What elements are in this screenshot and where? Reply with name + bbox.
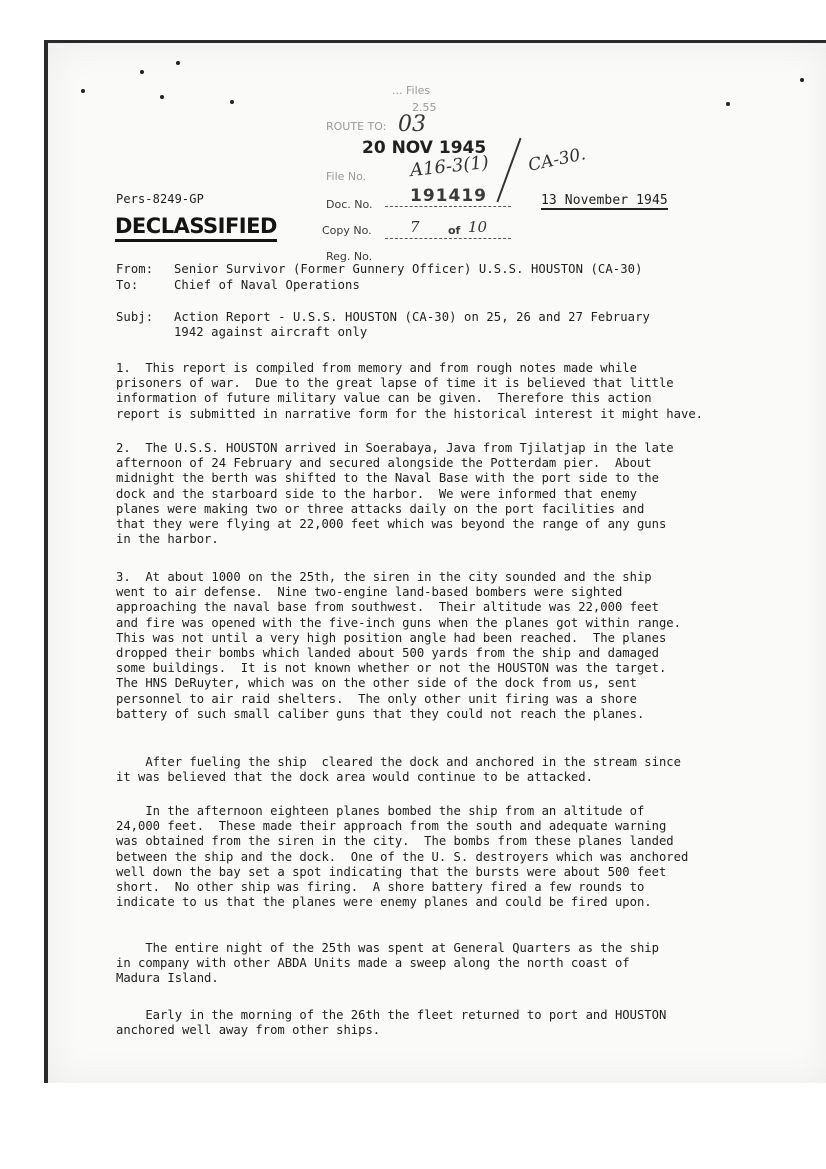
pers-code: Pers-8249-GP	[116, 192, 204, 206]
paragraph-1	[116, 361, 776, 422]
text-line: was obtained from the siren in the city. The bombs from these planes landed	[116, 834, 674, 849]
scan-speck	[140, 70, 144, 74]
date-received-stamp: 20 NOV 1945	[362, 138, 487, 158]
declassified-stamp: DECLASSIFIED	[115, 214, 277, 242]
text-line: anchored well away from other ships.	[116, 1023, 381, 1038]
text-line: In the afternoon eighteen planes bombed the ship from an altitude of	[116, 804, 645, 818]
text-line: 1. This report is compiled from memory and from rough notes made while	[116, 361, 637, 375]
text-line: report is submitted in narrative form for the historical interest it might have.	[116, 406, 703, 421]
text-line: 2. The U.S.S. HOUSTON arrived in Soerabaya, Java from Tjilatjap in the late	[116, 441, 674, 455]
text-line: The HNS DeRuyter, which was on the other side of the dock from us, sent	[116, 676, 637, 691]
subject-line-2: 1942 against aircraft only	[174, 325, 368, 339]
scan-speck	[800, 78, 804, 82]
copy-of: of	[448, 224, 461, 237]
paragraph-7	[116, 1008, 776, 1038]
text-line: Madura Island.	[116, 971, 219, 986]
subject-line-1: Action Report - U.S.S. HOUSTON (CA-30) on 25, 26 and 27 February	[174, 310, 650, 324]
text-line: midnight the berth was shifted to the Naval Base with the port side to the	[116, 471, 659, 486]
scan-speck	[726, 102, 730, 106]
copy-number: 7	[410, 218, 420, 236]
route-to-label: ROUTE TO:	[326, 120, 387, 133]
routing-faint-header: ... Files	[392, 84, 431, 97]
text-line: it was believed that the dock area would continue to be attacked.	[116, 770, 593, 785]
text-line: some buildings. It is not known whether or not the HOUSTON was the target.	[116, 661, 667, 676]
text-line: that they were flying at 22,000 feet which was beyond the range of any guns	[116, 517, 667, 532]
paragraph-2	[116, 441, 776, 547]
copy-label: Copy No.	[322, 224, 372, 237]
text-line: information of future military value can be given. Therefore this action	[116, 391, 652, 406]
paragraph-5	[116, 804, 776, 910]
scan-speck	[160, 95, 164, 99]
subject-label: Subj:	[116, 310, 154, 324]
to-label: To:	[116, 278, 139, 292]
copy-total: 10	[468, 218, 488, 236]
text-line: dropped their bombs which landed about 500 yards from the ship and damaged	[116, 646, 659, 661]
text-line: between the ship and the dock. One of the U. S. destroyers which was anchored	[116, 849, 689, 864]
text-line: went to air defense. Nine two-engine land-based bombers were sighted	[116, 585, 623, 600]
text-line: battery of such small caliber guns that they could not reach the planes.	[116, 706, 645, 721]
paragraph-6	[116, 941, 776, 987]
text-line: The entire night of the 25th was spent at General Quarters as the ship	[116, 941, 659, 955]
document-date: 13 November 1945	[541, 193, 668, 208]
text-line: This was not until a very high position angle had been reached. The planes	[116, 630, 667, 645]
text-line: personnel to air raid shelters. The only other unit firing was a shore	[116, 691, 637, 706]
text-line: well down the bay set a spot indicating that the bursts were about 500 feet	[116, 864, 667, 879]
copy-underline	[385, 238, 511, 239]
from-label: From:	[116, 262, 154, 276]
doc-number-underline	[385, 206, 511, 207]
text-line: prisoners of war. Due to the great lapse of time it is believed that little	[116, 376, 674, 391]
ca-hand-note: CA-30.	[526, 144, 588, 176]
scan-speck	[176, 61, 180, 65]
text-line: and fire was opened with the five-inch guns when the planes got within range.	[116, 615, 681, 630]
text-line: afternoon of 24 February and secured alongside the Potterdam pier. About	[116, 456, 652, 471]
text-line: dock and the starboard side to the harbor. We were informed that enemy	[116, 486, 637, 501]
to-value: Chief of Naval Operations	[174, 278, 360, 292]
reg-number-label: Reg. No.	[326, 250, 373, 263]
file-label: File No.	[326, 170, 367, 183]
file-code: A16-3(1)	[409, 151, 490, 182]
text-line: in company with other ABDA Units made a sweep along the north coast of	[116, 956, 630, 971]
text-line: 24,000 feet. These made their approach from the south and adequate warning	[116, 819, 667, 834]
from-value: Senior Survivor (Former Gunnery Officer) U.S.S. HOUSTON (CA-30)	[174, 262, 643, 276]
text-line: planes were making two or three attacks daily on the port facilities and	[116, 501, 645, 516]
text-line: short. No other ship was firing. A shore battery fired a few rounds to	[116, 880, 645, 895]
scan-speck	[81, 89, 85, 93]
text-line: approaching the naval base from southwest. Their altitude was 22,000 feet	[116, 600, 659, 615]
text-line: After fueling the ship cleared the dock and anchored in the stream since	[116, 755, 681, 769]
text-line: in the harbor.	[116, 532, 219, 547]
paragraph-3	[116, 570, 776, 722]
route-to-value: 03	[398, 112, 426, 137]
text-line: Early in the morning of the 26th the fleet returned to port and HOUSTON	[116, 1008, 667, 1022]
paragraph-4	[116, 755, 776, 785]
routing-faint-number: 2.55	[412, 101, 437, 114]
text-line: 3. At about 1000 on the 25th, the siren in the city sounded and the ship	[116, 570, 652, 584]
scan-speck	[230, 100, 234, 104]
doc-number-label: Doc. No.	[326, 198, 373, 211]
doc-number: 191419	[410, 186, 487, 206]
text-line: indicate to us that the planes were enemy planes and could be fired upon.	[116, 895, 652, 910]
